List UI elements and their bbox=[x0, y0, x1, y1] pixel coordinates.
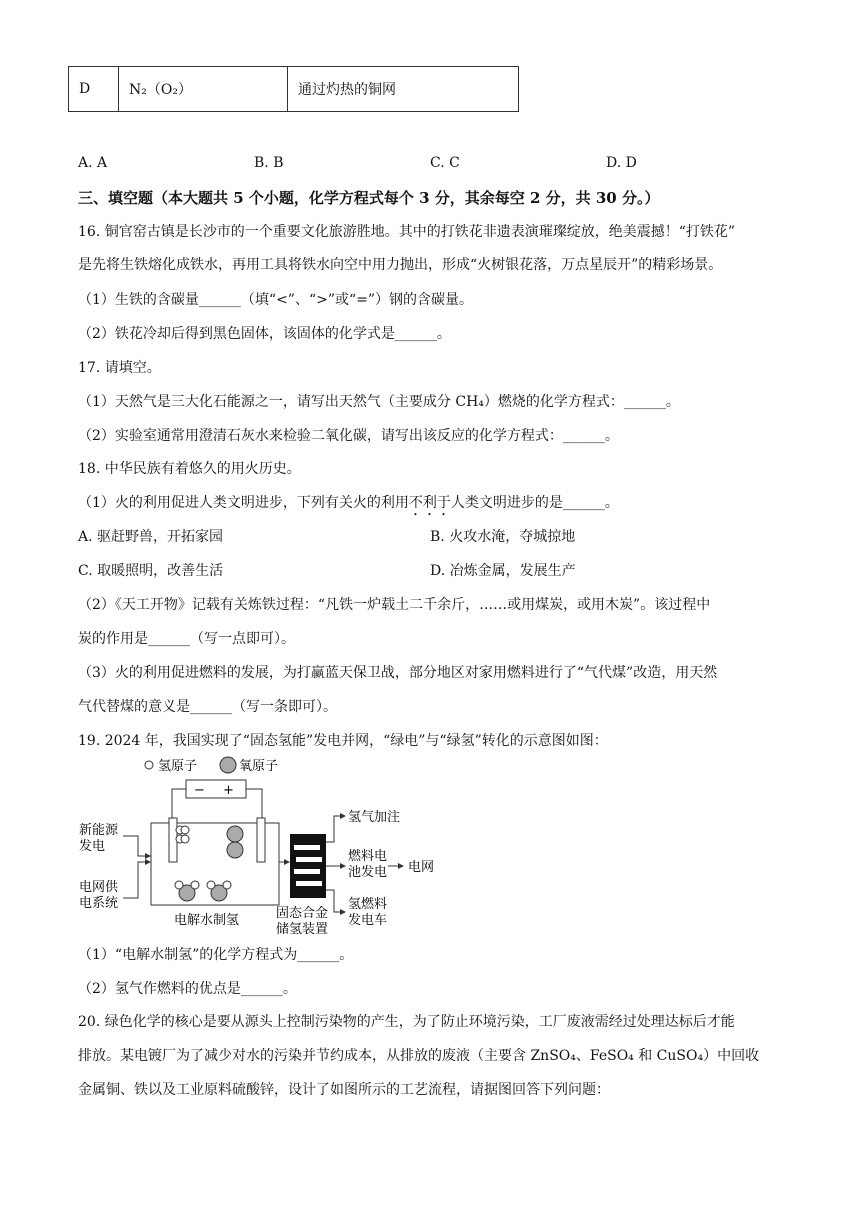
q18-title: 18. 中华民族有着悠久的用火历史。 bbox=[78, 461, 301, 477]
arrow-h2-car bbox=[326, 890, 344, 912]
h2-car-label-2: 发电车 bbox=[348, 913, 388, 928]
q20-stem-line-1: 20. 绿色化学的核心是要从源头上控制污染物的产生，为了防止环境污染，工厂废液需经过处理达标后才能 bbox=[78, 1014, 735, 1030]
arrow-head-icon bbox=[398, 863, 404, 869]
grid-label: 电网 bbox=[408, 860, 435, 875]
q18-sub-1-emphasis: 不利于 bbox=[408, 495, 451, 511]
q18-sub-2-line-1: （2）《天工开物》记载有关炼铁过程：“凡铁一炉载土二千余斤，……或用煤炭，或用木炭”。该过程中 bbox=[78, 597, 711, 613]
water-hydrogen bbox=[207, 881, 215, 889]
q18-sub-3-line-2: 气代替煤的意义是______（写一条即可）。 bbox=[78, 699, 337, 715]
q18-sub-1 bbox=[78, 492, 619, 519]
arrow-head-icon bbox=[284, 859, 290, 865]
fuel-cell-label-2: 池发电 bbox=[348, 865, 388, 880]
hydrogen-atom bbox=[181, 826, 189, 834]
q15-option-b: B. B bbox=[254, 155, 284, 171]
q18-sub-3-line-1: （3）火的利用促进燃料的发展，为打赢蓝天保卫战，部分地区对家用燃料进行了“气代煤”改造，用天然 bbox=[78, 665, 718, 681]
q17-title: 17. 请填空。 bbox=[78, 360, 161, 376]
q18-sub-2-line-2: 炭的作用是______（写一点即可）。 bbox=[78, 631, 295, 647]
arrow-head-icon bbox=[340, 813, 346, 819]
power-plus-sign: + bbox=[223, 783, 234, 798]
q20-stem-line-2: 排放。某电镀厂为了减少对水的污染并节约成本，从排放的废液（主要含 ZnSO₄、FeSO₄ 和 CuSO₄）中回收 bbox=[78, 1048, 760, 1064]
h2-fill-label: 氢气加注 bbox=[348, 810, 401, 825]
water-hydrogen bbox=[175, 881, 183, 889]
q18-sub-1-post: 人类文明进步的是______。 bbox=[450, 495, 619, 511]
storage-slot bbox=[296, 857, 322, 862]
q15-option-c: C. C bbox=[430, 155, 460, 171]
storage-label: 固态合金 bbox=[276, 906, 329, 921]
answer-table bbox=[68, 66, 519, 112]
hydrogen-energy-diagram bbox=[76, 752, 456, 937]
wire-positive bbox=[246, 789, 262, 818]
q19-sub-2: （2）氢气作燃料的优点是______。 bbox=[78, 981, 297, 997]
table-cell-option: D bbox=[69, 67, 119, 112]
legend-hydrogen-label: 氢原子 bbox=[158, 759, 198, 774]
arrow-head-icon bbox=[145, 859, 151, 865]
legend-hydrogen-icon bbox=[145, 761, 153, 769]
q18-option-b: B. 火攻水淹，夺城掠地 bbox=[430, 529, 576, 545]
arrow-head-icon bbox=[340, 909, 346, 915]
q19-title: 19. 2024 年，我国实现了“固态氢能”发电并网，“绿电”与“绿氢”转化的示意图如图： bbox=[78, 733, 608, 749]
hydrogen-atom bbox=[181, 835, 189, 843]
q18-sub-1-pre: （1）火的利用促进人类文明进步，下列有关火的利用 bbox=[78, 495, 409, 511]
new-energy-label: 新能源 bbox=[79, 823, 119, 838]
q16-stem-line-2: 是先将生铁熔化成铁水，再用工具将铁水向空中用力抛出，形成“火树银花落，万点星辰开”的精彩场景。 bbox=[78, 257, 723, 273]
arrow-head-icon bbox=[340, 863, 346, 869]
oxygen-atom bbox=[227, 842, 243, 858]
h2-car-label: 氢燃料 bbox=[348, 897, 388, 912]
q20-stem-line-3: 金属铜、铁以及工业原料硫酸锌，设计了如图所示的工艺流程，请据图回答下列问题： bbox=[78, 1082, 610, 1098]
arrow-head-icon bbox=[145, 853, 151, 859]
q17-sub-2: （2）实验室通常用澄清石灰水来检验二氧化碳，请写出该反应的化学方程式：______。 bbox=[78, 428, 619, 444]
anode bbox=[257, 818, 265, 862]
q15-option-d: D. D bbox=[606, 155, 637, 171]
q16-stem-line-1: 16. 铜官窑古镇是长沙市的一个重要文化旅游胜地。其中的打铁花非遗表演璀璨绽放，绝美震撼！“打铁花” bbox=[78, 224, 736, 240]
arrow-grid-supply bbox=[123, 862, 151, 898]
q16-sub-2: （2）铁花冷却后得到黑色固体，该固体的化学式是______。 bbox=[78, 326, 451, 342]
storage-slot bbox=[294, 845, 320, 850]
storage-slot bbox=[296, 881, 322, 886]
table-cell-method: 通过灼热的铜网 bbox=[288, 67, 519, 112]
table-row bbox=[69, 67, 519, 112]
oxygen-atom bbox=[227, 826, 243, 842]
q18-option-a: A. 驱赶野兽，开拓家园 bbox=[78, 529, 224, 545]
storage-slot bbox=[294, 869, 320, 874]
power-minus-sign: − bbox=[194, 783, 205, 798]
q18-option-c: C. 取暖照明，改善生活 bbox=[78, 563, 224, 579]
water-hydrogen bbox=[223, 881, 231, 889]
section-3-heading: 三、填空题（本大题共 5 个小题，化学方程式每个 3 分，其余每空 2 分，共 30 分。） bbox=[78, 189, 660, 207]
wire-negative bbox=[172, 789, 186, 818]
q19-sub-1: （1）“电解水制氢”的化学方程式为______。 bbox=[78, 947, 354, 963]
grid-supply-label-2: 电系统 bbox=[79, 896, 119, 911]
q15-option-a: A. A bbox=[78, 155, 108, 171]
q17-sub-1: （1）天然气是三大化石能源之一，请写出天然气（主要成分 CH₄）燃烧的化学方程式：______。 bbox=[78, 394, 680, 410]
q16-sub-1: （1）生铁的含碳量______（填“<”、“>”或“=”）钢的含碳量。 bbox=[78, 292, 474, 308]
grid-supply-label: 电网供 bbox=[79, 880, 119, 895]
new-energy-label-2: 发电 bbox=[79, 839, 106, 854]
arrow-new-energy bbox=[123, 836, 151, 856]
storage-label-2: 储氢装置 bbox=[276, 922, 329, 937]
q18-option-d: D. 冶炼金属，发展生产 bbox=[430, 563, 576, 579]
solid-alloy-storage bbox=[290, 834, 326, 898]
fuel-cell-label: 燃料电 bbox=[348, 849, 388, 864]
table-cell-substance: N₂（O₂） bbox=[119, 67, 288, 112]
electrolysis-label: 电解水制氢 bbox=[174, 913, 240, 928]
legend-oxygen-label: 氧原子 bbox=[239, 759, 279, 774]
water-hydrogen bbox=[191, 881, 199, 889]
legend-oxygen-icon bbox=[220, 757, 236, 773]
arrow-h2-fill bbox=[326, 816, 344, 842]
